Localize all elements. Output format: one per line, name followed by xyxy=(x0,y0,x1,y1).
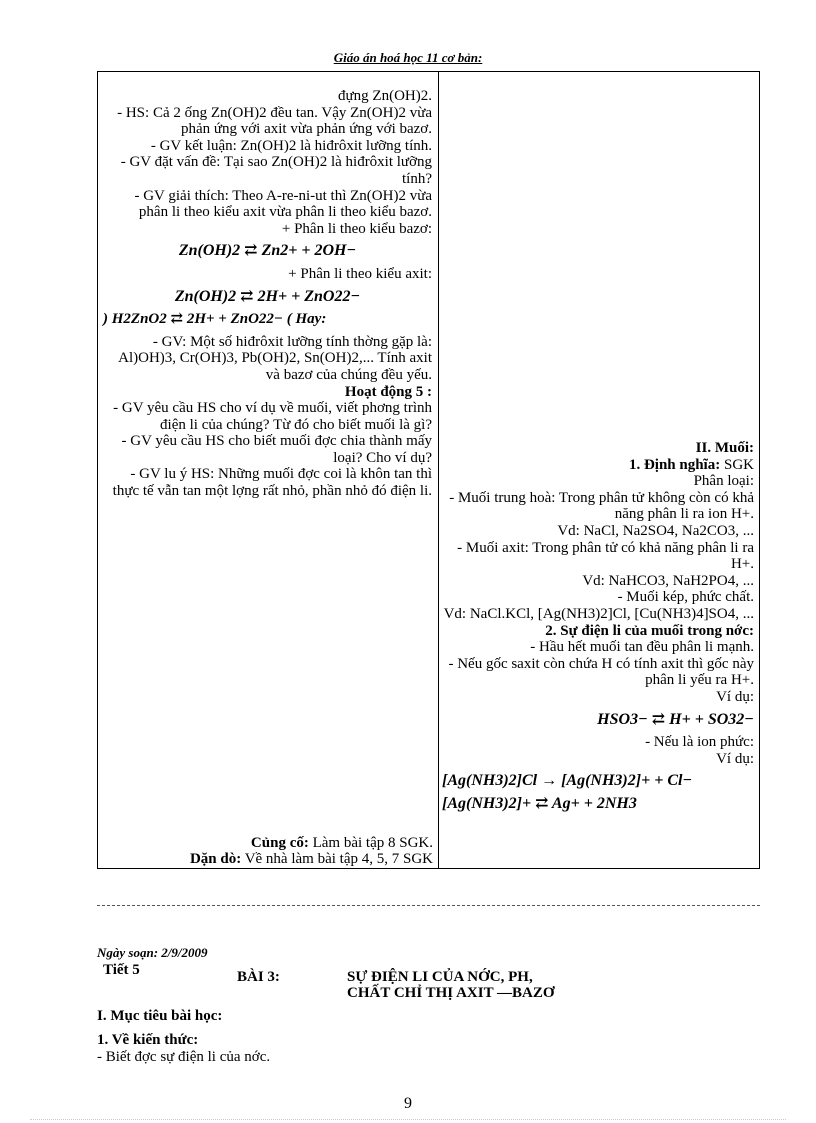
right-line-2: Vd: NaCl, Na2SO4, Na2CO3, ... xyxy=(557,522,754,539)
page-number: 9 xyxy=(404,1095,412,1112)
left-line-2: - HS: Cả 2 ống Zn(OH)2 đều tan. Vậy Zn(OH)2 vừa phản ứng với axit vừa phản ứng với bazơ. xyxy=(117,104,432,138)
equation-complex-1: [Ag(NH3)2]Cl → [Ag(NH3)2]+ + Cl− xyxy=(442,772,693,790)
objectives-heading: I. Mục tiêu bài học: xyxy=(97,1008,223,1024)
lesson-period: Tiết 5 xyxy=(103,962,140,978)
column-divider xyxy=(438,71,439,869)
bottom-rule xyxy=(30,1119,786,1120)
right-line-7: - Hầu hết muối tan đều phân li mạnh. xyxy=(530,639,754,656)
definition-heading: 1. Định nghĩa: xyxy=(628,456,721,473)
page-header: Giáo án hoá học 11 cơ bản: xyxy=(333,50,483,65)
equation-h2zno2: ) H2ZnO2 ⇄ 2H+ + ZnO22− ( Hay: xyxy=(103,311,327,328)
right-column xyxy=(442,440,754,818)
left-line-7: + Phân li theo kiểu axit: xyxy=(288,265,432,282)
cungco-line xyxy=(103,835,433,851)
definition-line xyxy=(442,457,754,474)
lesson-title-line-2: CHẤT CHỈ THỊ AXIT —BAZƠ xyxy=(347,985,555,1001)
left-line-5: - GV giải thích: Theo A-re-ni-ut thì Zn(OH)2 vừa phân li theo kiểu axit vừa phân li theo kiểu bazơ. xyxy=(134,187,432,221)
left-line-9: - GV yêu cầu HS cho ví dụ về muối, viết phơng trình điện li của chúng? Từ đó cho biết muối là gì? xyxy=(113,400,432,433)
cungco-text: Làm bài tập 8 SGK. xyxy=(312,835,433,851)
left-line-1: đựng Zn(OH)2. xyxy=(338,88,432,104)
definition-text: SGK xyxy=(723,456,754,473)
left-column xyxy=(103,88,432,500)
left-line-10: - GV yêu cầu HS cho biết muối đợc chia thành mấy loại? Cho ví dụ? xyxy=(121,433,432,466)
right-line-3: - Muối axit: Trong phân tử có khả năng phân li ra H+. xyxy=(457,539,754,573)
right-line-9: - Nếu là ion phức: xyxy=(645,734,754,751)
knowledge-line-1: - Biết đợc sự điện li của nớc. xyxy=(97,1049,271,1065)
right-line-5: - Muối kép, phức chất. xyxy=(617,589,754,606)
activity-heading: Hoạt động 5 : xyxy=(344,383,432,400)
date-line: Ngày soạn: 2/9/2009 xyxy=(97,945,208,960)
right-line-1: - Muối trung hoà: Trong phân tử không còn có khả năng phân li ra ion H+. xyxy=(449,489,754,523)
left-line-6: + Phân li theo kiểu bazơ: xyxy=(281,220,432,237)
knowledge-heading: 1. Về kiến thức: xyxy=(97,1032,199,1048)
lesson-title-line-1: SỰ ĐIỆN LI CỦA NỚC, PH, xyxy=(347,969,533,985)
left-line-3: - GV kết luận: Zn(OH)2 là hiđrôxit lưỡng tính. xyxy=(150,137,432,154)
example-label-2: Ví dụ: xyxy=(716,750,754,767)
classification-label: Phân loại: xyxy=(693,473,754,490)
separator-line xyxy=(97,905,760,906)
right-line-8: - Nếu gốc saxit còn chứa H có tính axit thì gốc này phân li yếu ra H+. xyxy=(448,655,754,689)
dando-line xyxy=(103,851,433,867)
right-line-6: Vd: NaCl.KCl, [Ag(NH3)2]Cl, [Cu(NH3)4]SO4, ... xyxy=(443,605,754,622)
lesson-title xyxy=(347,969,555,1001)
section-dissociation: 2. Sự điện li của muối trong nớc: xyxy=(545,622,754,639)
example-label-1: Ví dụ: xyxy=(716,688,754,705)
equation-base-dissociation: Zn(OH)2 ⇄ Zn2+ + 2OH− xyxy=(178,242,357,260)
equation-complex-2: [Ag(NH3)2]+ ⇄ Ag+ + 2NH3 xyxy=(442,794,637,812)
left-line-4: - GV đặt vấn đề: Tại sao Zn(OH)2 là hiđrôxit lưỡng tính? xyxy=(120,154,432,187)
right-line-4: Vd: NaHCO3, NaH2PO4, ... xyxy=(582,572,754,589)
section-muoi: II. Muối: xyxy=(695,440,754,456)
left-line-8: - GV: Một số hiđrôxit lưỡng tính thờng gặp là: Al)OH)3, Cr(OH)3, Pb(OH)2, Sn(OH)2,... Tính axit và bazơ của chúng đều yếu. xyxy=(118,333,432,383)
equation-acid-dissociation: Zn(OH)2 ⇄ 2H+ + ZnO22− xyxy=(174,287,361,305)
dando-label: Dặn dò: xyxy=(189,851,242,867)
equation-hso3: HSO3− ⇄ H+ + SO32− xyxy=(597,710,754,728)
lesson-number: BÀI 3: xyxy=(237,969,280,985)
left-line-11: - GV lu ý HS: Những muối đợc coi là khôn tan thì thực tế vẫn tan một lợng rất nhỏ, phần nhỏ đó điện li. xyxy=(112,466,432,500)
cungco-label: Củng cố: xyxy=(250,835,309,851)
dando-text: Về nhà làm bài tập 4, 5, 7 SGK xyxy=(244,851,433,867)
